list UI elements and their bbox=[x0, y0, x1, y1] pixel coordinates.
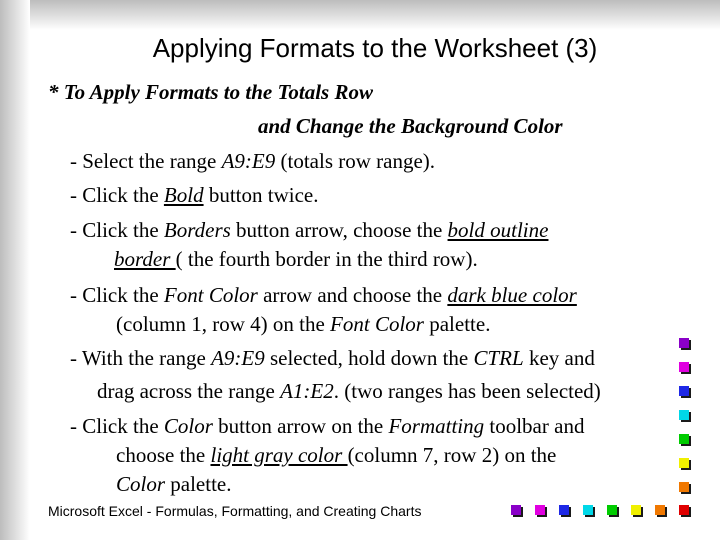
decor-square bbox=[679, 505, 689, 515]
step-color-line-1: - Click the Color button arrow on the Formatting toolbar and bbox=[70, 414, 585, 438]
left-gradient-border bbox=[0, 0, 30, 540]
decor-square bbox=[679, 482, 689, 492]
step-font-color-line-1: - Click the Font Color arrow and choose the dark blue color bbox=[70, 283, 577, 307]
top-gradient-border bbox=[0, 0, 720, 30]
decor-square bbox=[583, 505, 593, 515]
decor-square bbox=[679, 434, 689, 444]
step-color-line-2: choose the light gray color (column 7, row 2) on the bbox=[116, 443, 557, 467]
step-select-range: - Select the range A9:E9 (totals row range). bbox=[70, 149, 436, 173]
heading-line-1: * To Apply Formats to the Totals Row bbox=[48, 80, 373, 104]
decor-square bbox=[559, 505, 569, 515]
step-ctrl-drag-line-2: drag across the range A1:E2. (two ranges has been selected) bbox=[97, 379, 601, 403]
decor-square bbox=[679, 410, 689, 420]
decor-square bbox=[655, 505, 665, 515]
step-borders-line-2: border ( the fourth border in the third row). bbox=[114, 247, 478, 271]
step-click-bold: - Click the Bold button twice. bbox=[70, 183, 319, 207]
step-color-line-3: Color palette. bbox=[116, 472, 232, 496]
step-ctrl-drag-line-1: - With the range A9:E9 selected, hold down the CTRL key and bbox=[70, 346, 595, 370]
decor-square bbox=[679, 362, 689, 372]
decor-square bbox=[631, 505, 641, 515]
heading-line-2: and Change the Background Color bbox=[258, 114, 563, 138]
slide-title: Applying Formats to the Worksheet (3) bbox=[152, 33, 598, 63]
step-borders-line-1: - Click the Borders button arrow, choose the bold outline bbox=[70, 218, 549, 242]
decor-square bbox=[535, 505, 545, 515]
decor-square bbox=[607, 505, 617, 515]
decor-square bbox=[511, 505, 521, 515]
decor-square bbox=[679, 458, 689, 468]
step-font-color-line-2: (column 1, row 4) on the Font Color palette. bbox=[116, 312, 491, 336]
decor-square bbox=[679, 338, 689, 348]
footer-text: Microsoft Excel - Formulas, Formatting, and Creating Charts bbox=[48, 503, 422, 519]
decor-square bbox=[679, 386, 689, 396]
